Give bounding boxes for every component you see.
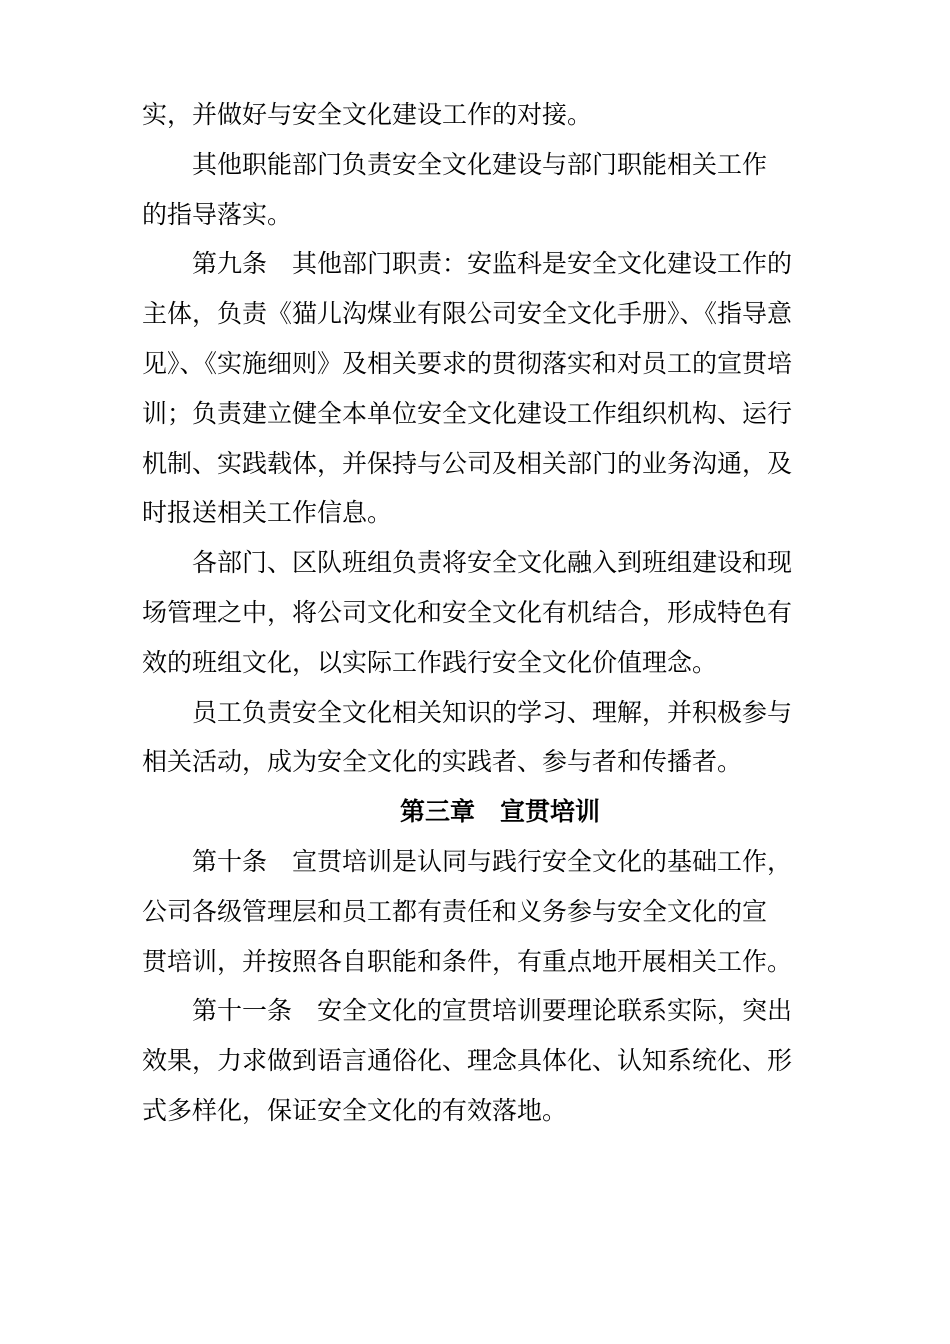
paragraph-line: 场管理之中，将公司文化和安全文化有机结合，形成特色有: [142, 597, 793, 627]
document-body: [142, 90, 808, 1136]
paragraph-line: 机制、实践载体，并保持与公司及相关部门的业务沟通，及: [142, 448, 793, 478]
paragraph-line: 员工负责安全文化相关知识的学习、理解，并积极参与: [192, 697, 793, 727]
paragraph-line: 效果，力求做到语言通俗化、理念具体化、认知系统化、形: [142, 1046, 793, 1076]
paragraph-line: 相关活动，成为安全文化的实践者、参与者和传播者。: [142, 747, 743, 777]
paragraph-line: 训；负责建立健全本单位安全文化建设工作组织机构、运行: [142, 398, 793, 428]
paragraph-line: 其他职能部门负责安全文化建设与部门职能相关工作: [192, 149, 768, 179]
article-eleven-line: 第十一条 安全文化的宣贯培训要理论联系实际，突出: [192, 996, 793, 1026]
paragraph-line: 公司各级管理层和员工都有责任和义务参与安全文化的宣: [142, 896, 768, 926]
paragraph-line: 见》、《实施细则》及相关要求的贯彻落实和对员工的宣贯培: [142, 348, 793, 378]
paragraph-line: 效的班组文化，以实际工作践行安全文化价值理念。: [142, 647, 718, 677]
paragraph-line: 实，并做好与安全文化建设工作的对接。: [142, 100, 593, 129]
paragraph-line: 贯培训，并按照各自职能和条件，有重点地开展相关工作。: [142, 946, 793, 976]
paragraph-line: 的指导落实。: [142, 199, 293, 229]
paragraph-line: 时报送相关工作信息。: [142, 498, 393, 528]
paragraph-line: 主体，负责《猫儿沟煤业有限公司安全文化手册》、《指导意: [142, 299, 793, 329]
paragraph-line: 各部门、区队班组负责将安全文化融入到班组建设和现: [192, 548, 793, 578]
article-nine-line: 第九条 其他部门职责：安监科是安全文化建设工作的: [192, 249, 793, 279]
article-ten-line: 第十条 宣贯培训是认同与践行安全文化的基础工作，: [192, 846, 793, 876]
paragraph-line: 式多样化，保证安全文化的有效落地。: [142, 1095, 568, 1125]
chapter-heading: 第三章 宣贯培训: [399, 797, 600, 827]
